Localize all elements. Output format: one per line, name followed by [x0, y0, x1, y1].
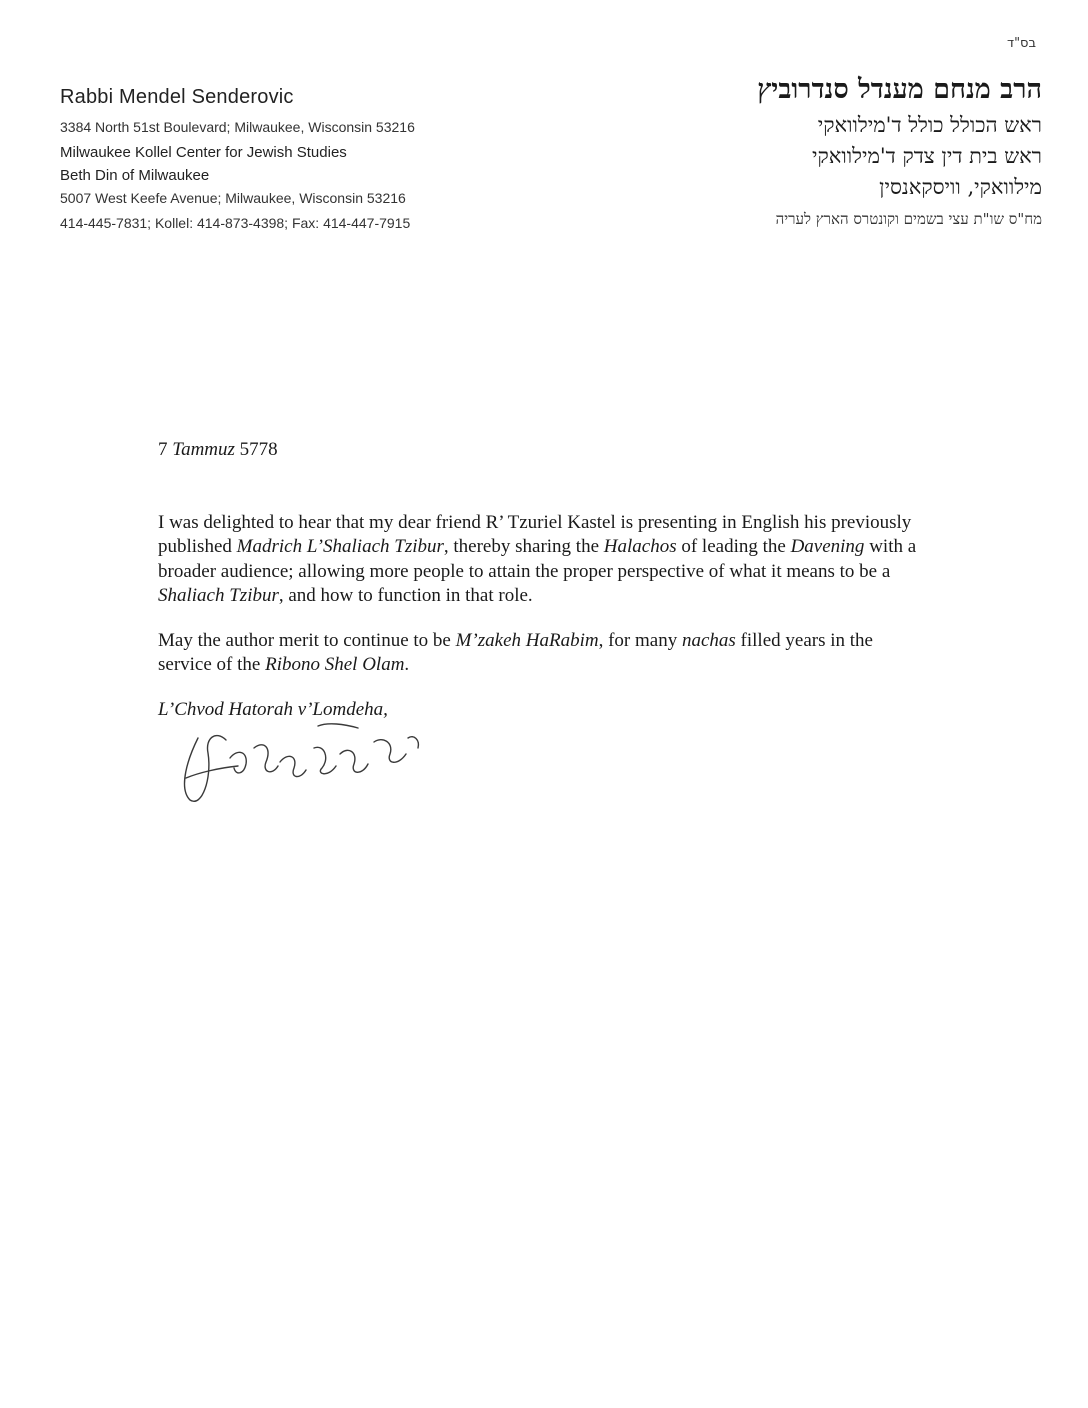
english-letterhead	[60, 86, 415, 240]
p2-text: .	[404, 654, 410, 675]
date-month: Tammuz	[172, 439, 235, 460]
date-year: 5778	[239, 439, 278, 460]
home-address: 3384 North 51st Boulevard; Milwaukee, Wisconsin 53216	[60, 119, 415, 135]
rabbi-name-english: Rabbi Mendel Senderovic	[60, 86, 294, 108]
p1-term: Halachos	[603, 536, 677, 557]
hebrew-location: מילוואקי, וויסקאנסין	[879, 175, 1042, 199]
hebrew-title-kollel: ראש הכולל כולל ד'מילוואקי	[817, 113, 1042, 137]
kollel-name: Milwaukee Kollel Center for Jewish Studies	[60, 144, 347, 161]
phone-numbers: 414-445-7831; Kollel: 414-873-4398; Fax: 414-447-7915	[60, 215, 411, 231]
p1-text: with a broader audience; allowing more people to attain the proper perspective of what it means to be a	[158, 536, 917, 582]
hebrew-author-works: מח"ס שו"ת עצי בשמים וקונטרס הארץ לעריה	[775, 210, 1042, 228]
hebrew-title-beth-din: ראש בית דין צדק ד'מילוואקי	[812, 144, 1042, 168]
p1-term: Davening	[790, 536, 865, 557]
p1-text: , thereby sharing the	[443, 536, 604, 557]
paragraph-1	[158, 511, 928, 609]
letter-body	[158, 438, 928, 722]
bsd-header: בס"ד	[1006, 36, 1036, 51]
p2-term: nachas	[681, 629, 736, 651]
p2-term: M’zakeh HaRabim	[455, 629, 599, 651]
rabbi-name-hebrew: הרב מנחם מענדל סנדרוביץ	[757, 74, 1042, 105]
beth-din-name: Beth Din of Milwaukee	[60, 167, 210, 184]
p1-text: I was delighted to hear that my dear friend R’ Tzuriel Kastel is presenting in English his previously published	[158, 511, 912, 557]
paragraph-2	[158, 629, 928, 678]
letter-date	[158, 438, 928, 463]
office-address: 5007 West Keefe Avenue; Milwaukee, Wisconsin 53216	[60, 190, 406, 206]
p1-text: of leading the	[676, 536, 791, 557]
handwritten-signature	[168, 718, 428, 808]
p1-text: , and how to function in that role.	[278, 585, 533, 606]
date-day: 7	[158, 439, 168, 460]
p2-text: filled years in the service of the	[158, 629, 873, 675]
p1-title: Madrich L’Shaliach Tzibur	[236, 536, 444, 557]
p2-text: , for many	[598, 629, 682, 651]
p2-term: Ribono Shel Olam	[265, 654, 405, 675]
p1-term: Shaliach Tzibur	[158, 585, 279, 606]
p2-text: May the author merit to continue to be	[158, 629, 456, 651]
hebrew-letterhead	[757, 74, 1042, 235]
closing-line: L’Chvod Hatorah v’Lomdeha,	[158, 698, 388, 720]
